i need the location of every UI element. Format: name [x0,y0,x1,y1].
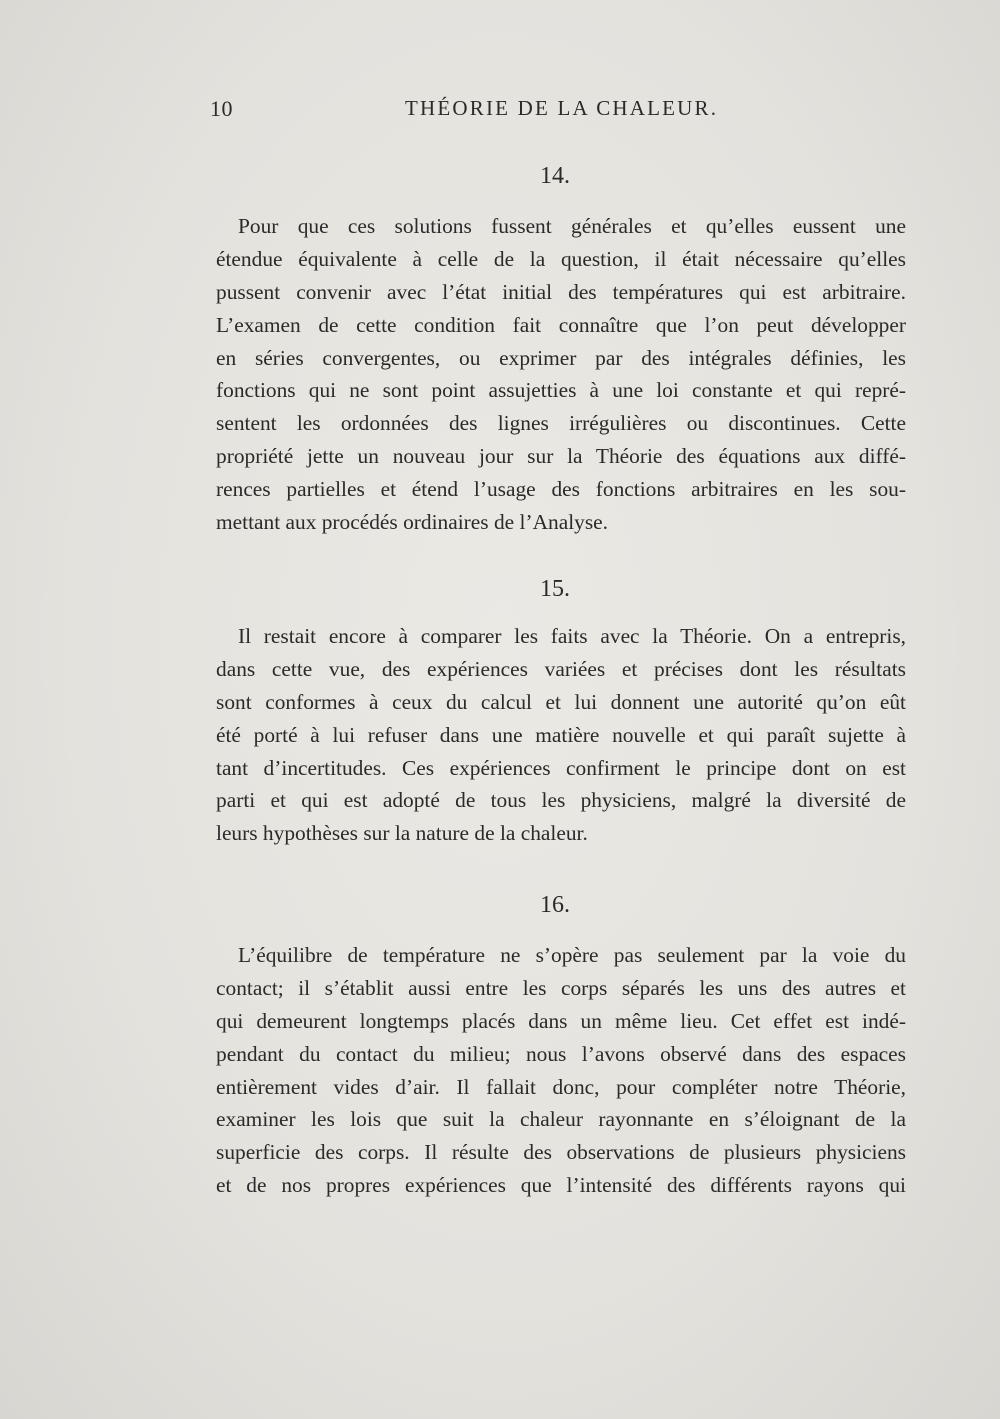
text-line: Pour que ces solutions fussent générales et qu’elles eussent une [238,214,906,238]
text-line: entièrement vides d’air. Il fallait donc, pour compléter notre Théorie, [216,1074,906,1099]
text-line: étendue équivalente à celle de la question, il était nécessaire qu’elles [216,246,906,271]
running-head [210,96,910,126]
text-line: et de nos propres expériences que l’intensité des différents rayons qui [216,1173,906,1198]
text-line: mettant aux procédés ordinaires de l’Analyse. [216,510,609,535]
section-number-14: 14. [540,163,570,189]
text-line: sont conformes à ceux du calcul et lui donnent une autorité qu’on eût [216,689,906,714]
text-line: dans cette vue, des expériences variées et précises dont les résultats [216,656,906,681]
paragraph-section-14 [216,210,906,539]
text-line: été porté à lui refuser dans une matière nouvelle et qui paraît sujette à [216,722,906,747]
text-line: tant d’incertitudes. Ces expériences confirment le principe dont on est [216,755,906,780]
paragraph-section-15 [216,620,906,850]
text-line: L’examen de cette condition fait connaître que l’on peut développer [216,312,906,337]
text-line: rences partielles et étend l’usage des fonctions arbitraires en les sou- [216,477,906,502]
text-line: sentent les ordonnées des lignes irrégulières ou discontinues. Cette [216,411,906,436]
text-line: qui demeurent longtemps placés dans un même lieu. Cet effet est indé- [216,1008,906,1033]
section-number-15: 15. [540,576,570,602]
text-line: contact; il s’établit aussi entre les corps séparés les uns des autres et [216,975,906,1000]
text-line: leurs hypothèses sur la nature de la chaleur. [216,821,588,846]
text-line: parti et qui est adopté de tous les physiciens, malgré la diversité de [216,788,906,813]
text-line: en séries convergentes, ou exprimer par des intégrales définies, les [216,345,906,370]
paragraph-section-16 [216,939,906,1202]
text-line: fonctions qui ne sont point assujetties à une loi constante et qui repré- [216,378,906,403]
section-number-16: 16. [540,892,570,918]
text-line: L’équilibre de température ne s’opère pas seulement par la voie du [238,943,906,967]
text-line: pendant du contact du milieu; nous l’avons observé dans des espaces [216,1041,906,1066]
text-line: Il restait encore à comparer les faits avec la Théorie. On a entrepris, [238,624,906,648]
page-number: 10 [210,96,233,121]
running-title: THÉORIE DE LA CHALEUR. [405,96,719,120]
text-line: pussent convenir avec l’état initial des températures qui est arbitraire. [216,279,906,304]
text-line: propriété jette un nouveau jour sur la Théorie des équations aux diffé- [216,444,906,469]
text-line: superficie des corps. Il résulte des observations de plusieurs physiciens [216,1140,906,1165]
text-line: examiner les lois que suit la chaleur rayonnante en s’éloignant de la [216,1107,906,1132]
